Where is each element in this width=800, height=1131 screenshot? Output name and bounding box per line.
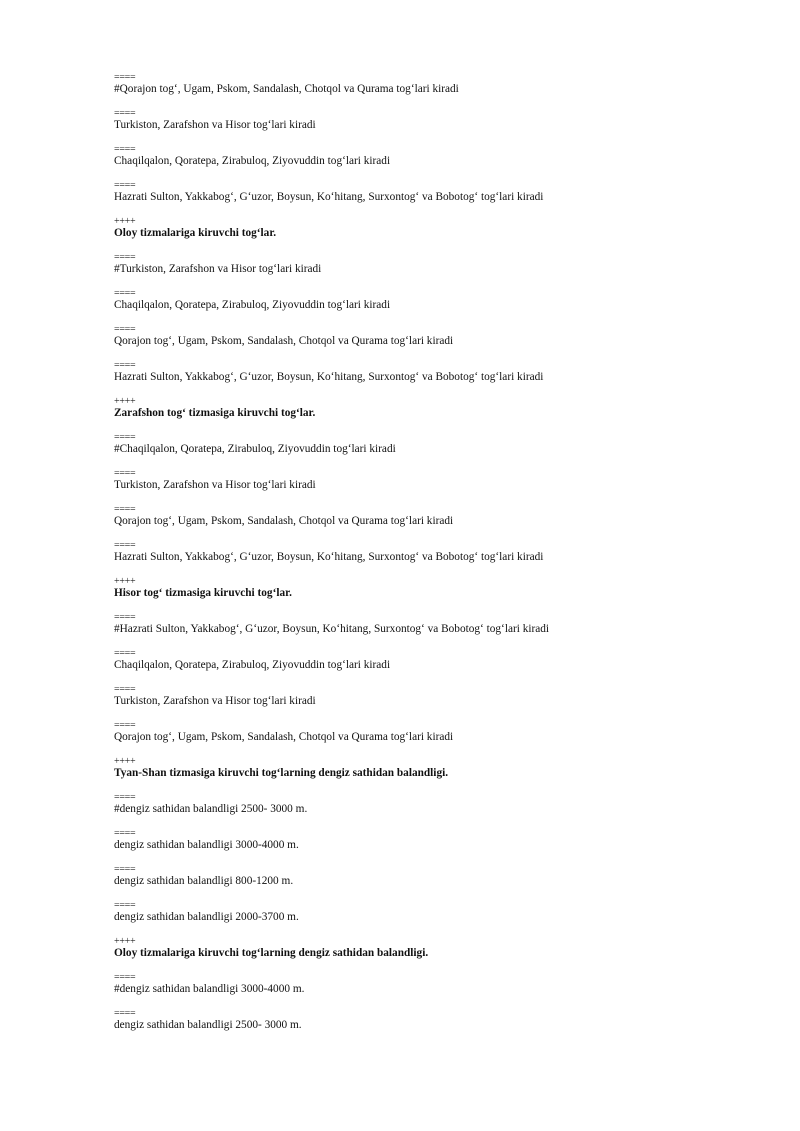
answer-separator: ==== xyxy=(114,792,136,803)
answer-block xyxy=(114,685,754,708)
answer-block xyxy=(114,865,754,888)
answer-text: #Turkiston, Zarafshon va Hisor tog‘lari kiradi xyxy=(114,263,322,275)
question-block xyxy=(114,577,754,600)
answer-separator: ==== xyxy=(114,720,136,731)
answer-text: Qorajon tog‘, Ugam, Pskom, Sandalash, Chotqol va Qurama tog‘lari kiradi xyxy=(114,335,454,347)
answer-block xyxy=(114,1009,754,1032)
answer-block xyxy=(114,973,754,996)
answer-block xyxy=(114,541,754,564)
answer-separator: ==== xyxy=(114,648,136,659)
question-block xyxy=(114,937,754,960)
question-marker: ++++ xyxy=(114,396,136,407)
answer-block xyxy=(114,109,754,132)
question-text: Oloy tizmalariga kiruvchi tog‘larning dengiz sathidan balandligi. xyxy=(114,947,429,959)
answer-block xyxy=(114,181,754,204)
answer-text: Qorajon tog‘, Ugam, Pskom, Sandalash, Chotqol va Qurama tog‘lari kiradi xyxy=(114,515,454,527)
answer-block xyxy=(114,721,754,744)
answer-separator: ==== xyxy=(114,540,136,551)
answer-separator: ==== xyxy=(114,324,136,335)
question-block xyxy=(114,757,754,780)
answer-text: dengiz sathidan balandligi 2500- 3000 m. xyxy=(114,1019,302,1031)
answer-block xyxy=(114,145,754,168)
question-block xyxy=(114,217,754,240)
question-marker: ++++ xyxy=(114,216,136,227)
question-text: Zarafshon tog‘ tizmasiga kiruvchi tog‘lar. xyxy=(114,407,316,419)
answer-text: Hazrati Sulton, Yakkabog‘, G‘uzor, Boysun, Ko‘hitang, Surxontog‘ va Bobotog‘ tog‘lari kiradi xyxy=(114,371,544,383)
answer-separator: ==== xyxy=(114,468,136,479)
answer-block xyxy=(114,649,754,672)
answer-text: Turkiston, Zarafshon va Hisor tog‘lari kiradi xyxy=(114,695,316,707)
answer-block xyxy=(114,901,754,924)
answer-block xyxy=(114,433,754,456)
answer-separator: ==== xyxy=(114,108,136,119)
answer-separator: ==== xyxy=(114,612,136,623)
question-marker: ++++ xyxy=(114,936,136,947)
answer-separator: ==== xyxy=(114,252,136,263)
answer-block xyxy=(114,289,754,312)
answer-block xyxy=(114,829,754,852)
answer-text: #dengiz sathidan balandligi 3000-4000 m. xyxy=(114,983,305,995)
document-body xyxy=(114,73,754,1045)
answer-block xyxy=(114,73,754,96)
answer-block xyxy=(114,253,754,276)
answer-block xyxy=(114,469,754,492)
answer-text: Turkiston, Zarafshon va Hisor tog‘lari kiradi xyxy=(114,479,316,491)
question-text: Hisor tog‘ tizmasiga kiruvchi tog‘lar. xyxy=(114,587,292,599)
answer-separator: ==== xyxy=(114,828,136,839)
answer-block xyxy=(114,325,754,348)
answer-text: Qorajon tog‘, Ugam, Pskom, Sandalash, Chotqol va Qurama tog‘lari kiradi xyxy=(114,731,454,743)
answer-separator: ==== xyxy=(114,288,136,299)
answer-text: Chaqilqalon, Qoratepa, Zirabuloq, Ziyovuddin tog‘lari kiradi xyxy=(114,155,391,167)
answer-block xyxy=(114,613,754,636)
answer-separator: ==== xyxy=(114,972,136,983)
answer-block xyxy=(114,793,754,816)
question-marker: ++++ xyxy=(114,756,136,767)
answer-text: Turkiston, Zarafshon va Hisor tog‘lari kiradi xyxy=(114,119,316,131)
question-marker: ++++ xyxy=(114,576,136,587)
answer-separator: ==== xyxy=(114,360,136,371)
answer-text: #dengiz sathidan balandligi 2500- 3000 m. xyxy=(114,803,308,815)
answer-separator: ==== xyxy=(114,432,136,443)
answer-text: Chaqilqalon, Qoratepa, Zirabuloq, Ziyovuddin tog‘lari kiradi xyxy=(114,659,391,671)
answer-text: #Qorajon tog‘, Ugam, Pskom, Sandalash, Chotqol va Qurama tog‘lari kiradi xyxy=(114,83,459,95)
answer-separator: ==== xyxy=(114,144,136,155)
answer-separator: ==== xyxy=(114,180,136,191)
answer-separator: ==== xyxy=(114,900,136,911)
answer-text: Hazrati Sulton, Yakkabog‘, G‘uzor, Boysun, Ko‘hitang, Surxontog‘ va Bobotog‘ tog‘lari kiradi xyxy=(114,191,544,203)
answer-text: #Chaqilqalon, Qoratepa, Zirabuloq, Ziyovuddin tog‘lari kiradi xyxy=(114,443,396,455)
answer-block xyxy=(114,505,754,528)
answer-text: dengiz sathidan balandligi 800-1200 m. xyxy=(114,875,294,887)
answer-text: Hazrati Sulton, Yakkabog‘, G‘uzor, Boysun, Ko‘hitang, Surxontog‘ va Bobotog‘ tog‘lari kiradi xyxy=(114,551,544,563)
answer-separator: ==== xyxy=(114,72,136,83)
answer-separator: ==== xyxy=(114,684,136,695)
answer-text: #Hazrati Sulton, Yakkabog‘, G‘uzor, Boysun, Ko‘hitang, Surxontog‘ va Bobotog‘ tog‘lari kiradi xyxy=(114,623,550,635)
answer-separator: ==== xyxy=(114,1008,136,1019)
answer-block xyxy=(114,361,754,384)
question-text: Oloy tizmalariga kiruvchi tog‘lar. xyxy=(114,227,277,239)
answer-text: Chaqilqalon, Qoratepa, Zirabuloq, Ziyovuddin tog‘lari kiradi xyxy=(114,299,391,311)
answer-text: dengiz sathidan balandligi 3000-4000 m. xyxy=(114,839,299,851)
question-text: Tyan-Shan tizmasiga kiruvchi tog‘larning dengiz sathidan balandligi. xyxy=(114,767,449,779)
question-block xyxy=(114,397,754,420)
answer-text: dengiz sathidan balandligi 2000-3700 m. xyxy=(114,911,299,923)
answer-separator: ==== xyxy=(114,504,136,515)
answer-separator: ==== xyxy=(114,864,136,875)
